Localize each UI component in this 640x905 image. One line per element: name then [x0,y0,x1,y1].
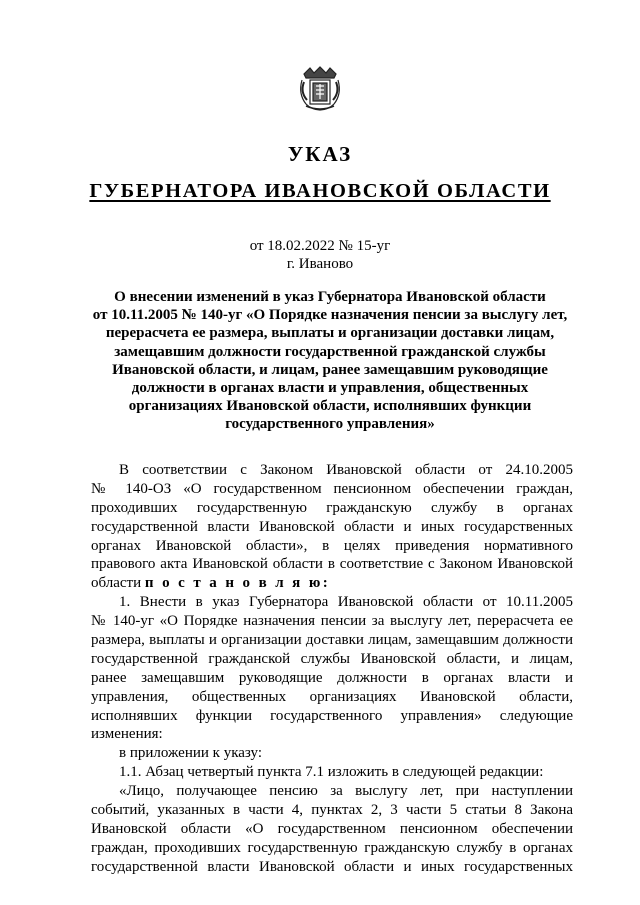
document-heading [80,288,580,434]
document-meta [0,237,640,273]
body-line: проходивших государственную гражданскую службу в органах [91,499,573,516]
heading-line: Ивановской области, и лицам, ранее замещавшим руководящие [112,361,548,378]
heading-line: от 10.11.2005 № 140-уг «О Порядке назначения пенсии за выслугу лет, [92,307,568,324]
heading-line: организациях Ивановской области, исполнявших функции [128,398,532,415]
city: г. Иваново [286,256,354,272]
issuer-title-text: ГУБЕРНАТОРА ИВАНОВСКОЙ ОБЛАСТИ [89,180,551,202]
body-line: исполнявших функции государственного управления» следующие [91,707,573,724]
issuer-title [0,180,640,203]
document-body [91,461,573,877]
body-line: граждан, проходивших государственную гражданскую службу в органах [91,839,573,856]
body-line: «Лицо, получающее пенсию за выслугу лет, при наступлении [119,783,573,800]
body-line: государственной власти Ивановской области и иных государственных [91,858,573,875]
heading-line: государственного управления» [225,416,435,433]
body-line: государственной власти Ивановской области и иных государственных [91,518,573,535]
body-line: государственной гражданской службы Ивановской области, и лицам, [91,650,573,667]
document-type-title: УКАЗ [287,142,353,166]
body-line: Ивановской области «О государственном пенсионном обеспечении [91,820,573,837]
body-line: изменения: [91,726,163,743]
body-line: событий, указанных в части 4, пунктах 2, 3 части 5 статьи 8 Закона [91,802,573,819]
body-line: размера, выплаты и организации доставки лицам, замещавшим должности [91,632,573,649]
body-line: правового акта Ивановской области в соответствие с Законом Ивановской [91,556,573,573]
heading-line: перерасчета ее размера, выплаты и организации доставки лицам, [105,325,555,342]
body-line: органах Ивановской области», в целях приведения нормативного [91,537,573,554]
heading-line: О внесении изменений в указ Губернатора Ивановской области [114,289,546,305]
heading-line: замещавшим должности государственной гражданской службы [114,343,546,360]
body-line: управления, общественных организациях Ивановской области, [91,688,573,705]
body-line: 1.1. Абзац четвертый пункта 7.1 изложить в следующей редакции: [119,764,544,781]
body-line: 1. Внести в указ Губернатора Ивановской области от 10.11.2005 [119,594,573,611]
body-line: № 140-ОЗ «О государственном пенсионном обеспечении граждан, [91,480,573,497]
body-line [91,574,573,593]
decree-word: п о с т а н о в л я ю: [144,575,331,592]
body-line: ранее замещавшим руководящие должности в органах власти и [91,669,573,686]
date-and-number: от 18.02.2022 № 15-уг [249,238,391,254]
body-text: области [91,575,142,592]
coat-of-arms-emblem [296,64,344,112]
heading-line: должности в органах власти и управления, общественных [131,380,529,397]
body-line: № 140-уг «О Порядке назначения пенсии за выслугу лет, перерасчета ее [91,613,573,630]
body-line: В соответствии с Законом Ивановской области от 24.10.2005 [119,462,573,478]
body-line: в приложении к указу: [119,745,262,762]
